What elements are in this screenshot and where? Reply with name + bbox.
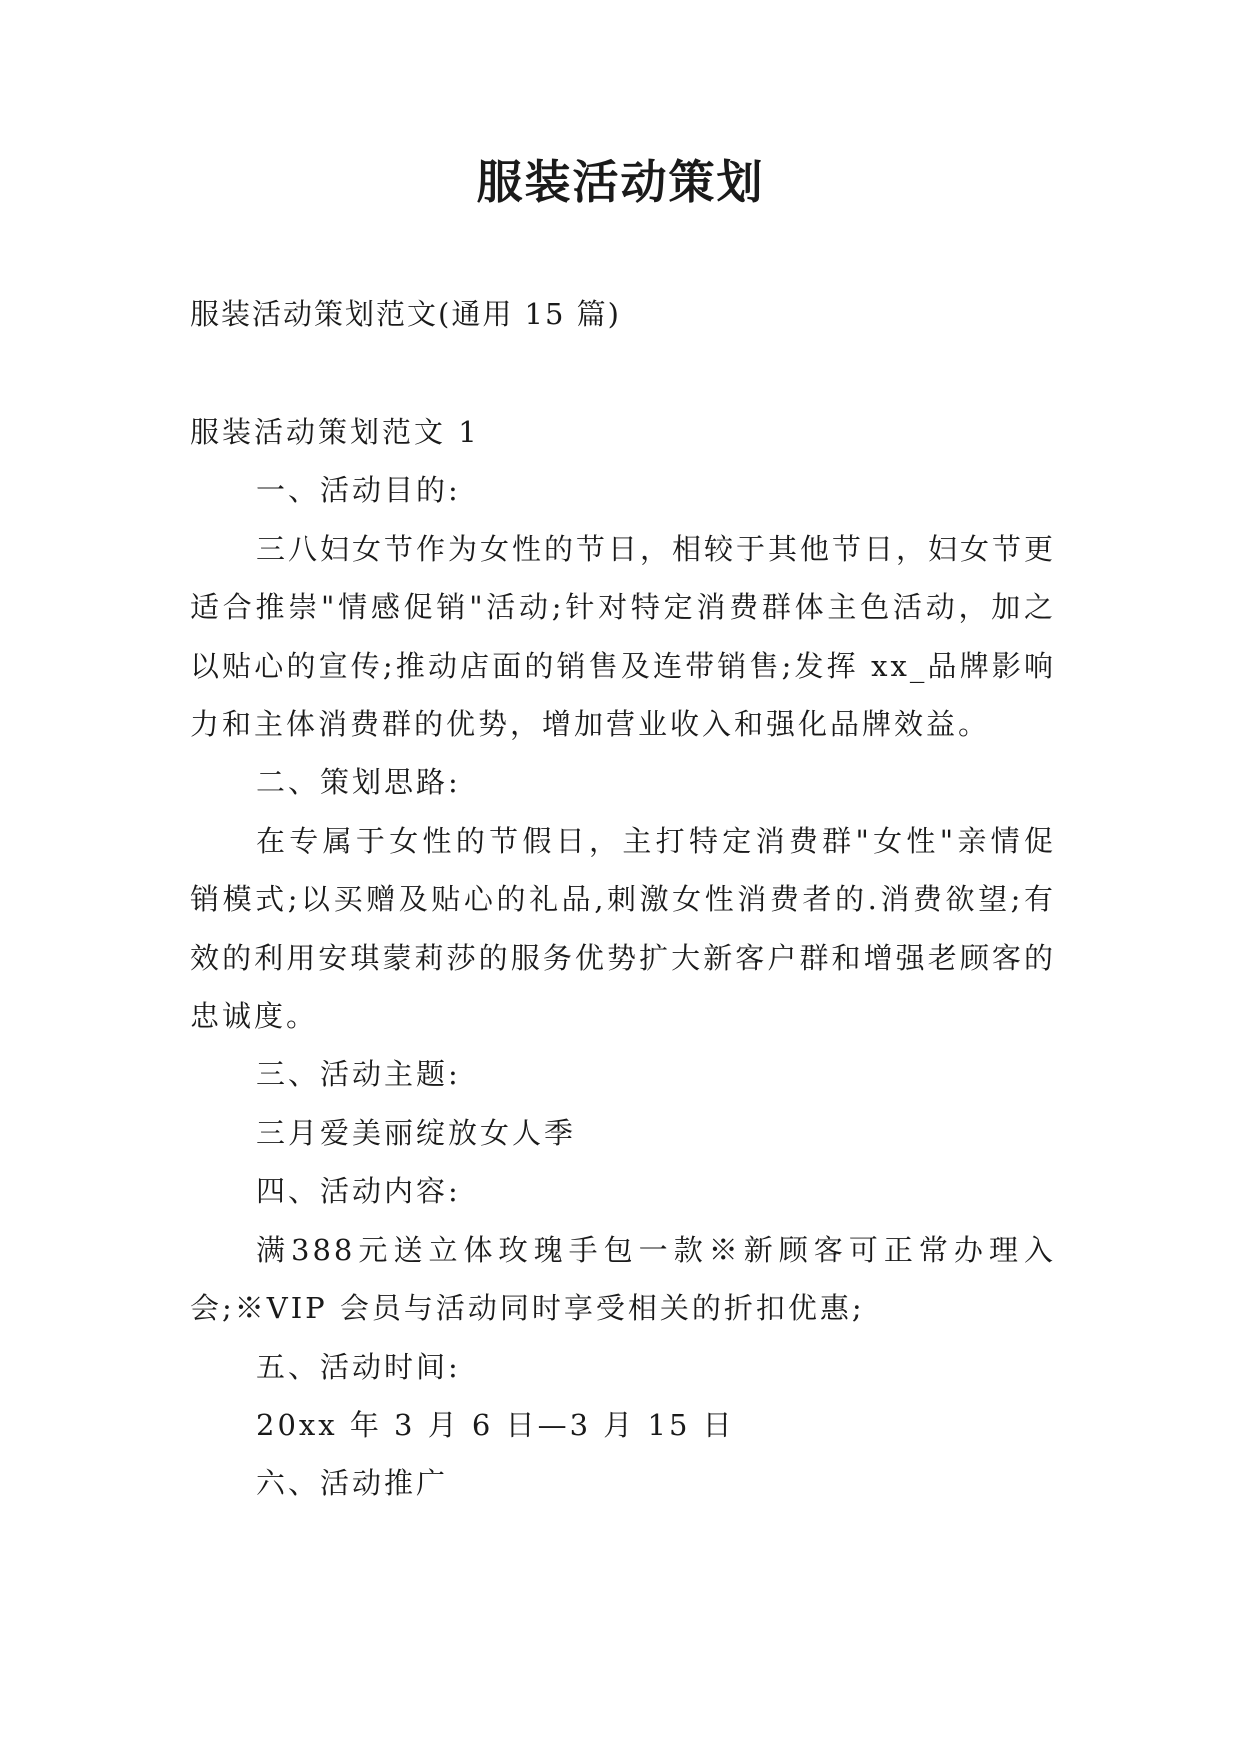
section-title: 服装活动策划范文 1	[190, 415, 480, 449]
paragraph: 三月爱美丽绽放女人季	[256, 1115, 577, 1150]
paragraph-heading: 三、活动主题:	[256, 1057, 461, 1092]
paragraph: 满388元送立体玫瑰手包一款※新顾客可正常办理入会;※VIP 会员与活动同时享受相关的折扣优惠;	[190, 1232, 1056, 1326]
paragraph: 三八妇女节作为女性的节日，相较于其他节日，妇女节更适合推崇"情感促销"活动;针对特定消费群体主色活动，加之以贴心的宣传;推动店面的销售及连带销售;发挥 xx_品牌影响力和主体消费群的优势，增加营业收入和强化品牌效益。	[190, 531, 1057, 742]
paragraph-heading: 一、活动目的:	[256, 473, 461, 508]
paragraph-heading: 四、活动内容:	[256, 1174, 461, 1209]
document-body	[190, 403, 1056, 1513]
paragraph-heading: 五、活动时间:	[256, 1349, 461, 1384]
paragraph-heading: 六、活动推广	[256, 1466, 449, 1501]
document-title: 服装活动策划	[476, 155, 765, 209]
paragraph: 在专属于女性的节假日，主打特定消费群"女性"亲情促销模式;以买赠及贴心的礼品,刺激女性消费者的.消费欲望;有效的利用安琪蒙莉莎的服务优势扩大新客户群和增强老顾客的忠诚度。	[190, 823, 1056, 1034]
document-subtitle: 服装活动策划范文(通用 15 篇)	[190, 297, 621, 331]
paragraph-heading: 二、策划思路:	[256, 765, 461, 800]
paragraph: 20xx 年 3 月 6 日—3 月 15 日	[256, 1407, 735, 1442]
